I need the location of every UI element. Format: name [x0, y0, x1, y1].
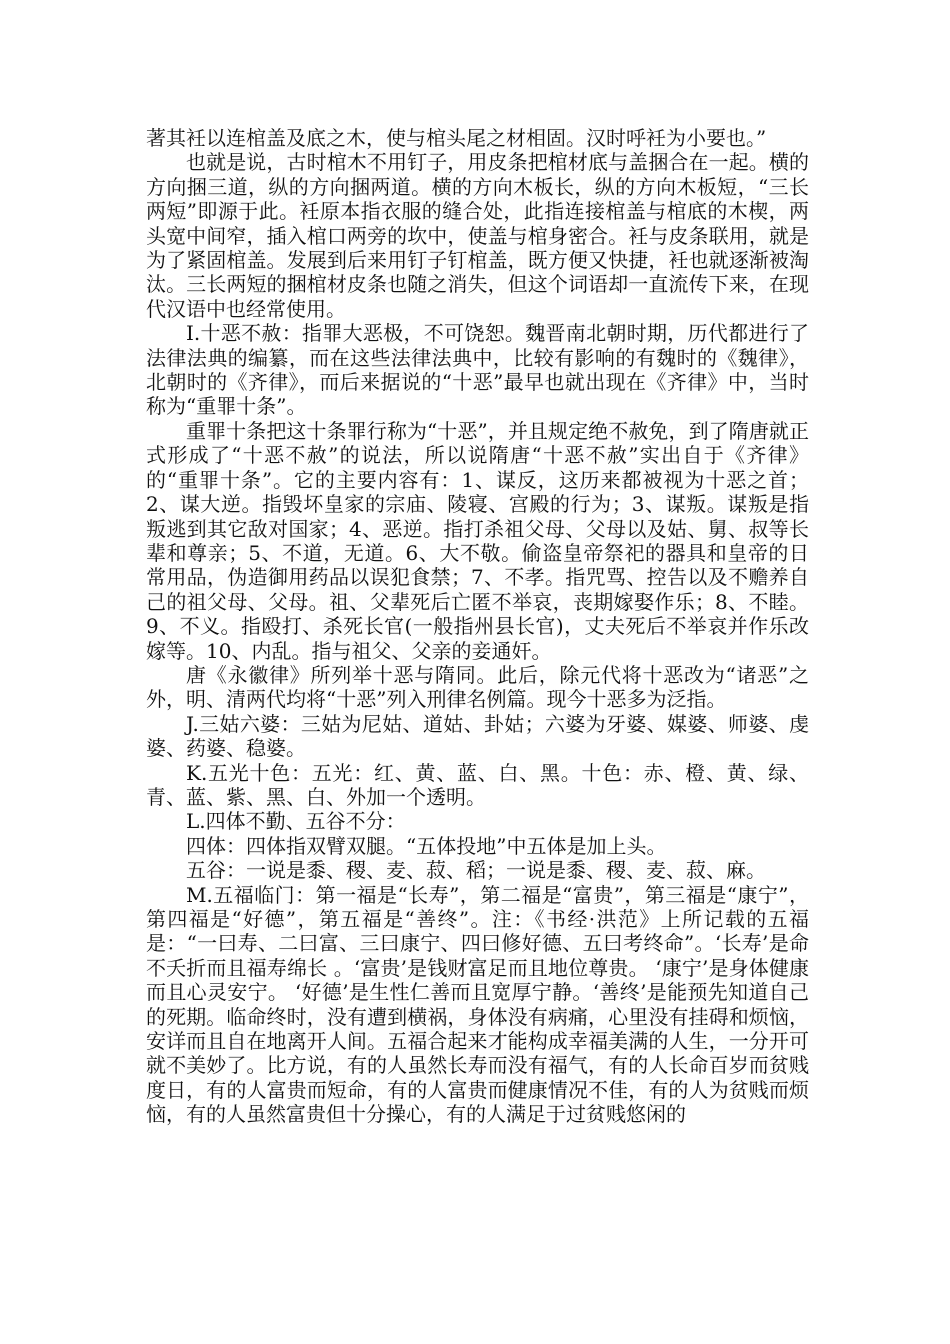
paragraph-8: L.四体不勤、五谷不分： — [186, 809, 406, 834]
paragraph-10: 五谷：一说是黍、稷、麦、菽、稻；一说是黍、稷、麦、菽、麻。 — [186, 858, 766, 883]
paragraph-4: 重罪十条把这十条罪行称为“十恶”，并且规定绝不赦免，到了隋唐就正式形成了“十恶不赦”的说法，所以说隋唐“十恶不赦”实出自于《齐律》的“重罪十条”。它的主要内容有：1、谋反，这历来都被视为十恶之首；2、谋大逆。指毁坏皇家的宗庙、陵寝、宫殿的行为；3、谋叛。谋叛是指叛逃到其它敌对国家；4、恶逆。指打杀祖父母、父母以及姑、舅、叔等长辈和尊亲；5、不道，无道。6、大不敬。偷盗皇帝祭祀的器具和皇帝的日常用品，伪造御用药品以误犯食禁；7、不孝。指咒骂、控告以及不赡养自己的祖父母、父母。祖、父辈死后亡匿不举哀，丧期嫁娶作乐；8、不睦。9、不义。指殴打、杀死长官(一般指州县长官)，丈夫死后不举哀并作乐改嫁等。10、内乱。指与祖父、父亲的妾通奸。 — [146, 418, 809, 663]
paragraph-3: I.十恶不赦：指罪大恶极，不可饶恕。魏晋南北朝时期，历代都进行了法律法典的编纂，而在这些法律法典中，比较有影响的有魏时的《魏律》，北朝时的《齐律》，而后来据说的“十恶”最早也就出现在《齐律》中，当时称为“重罪十条”。 — [146, 321, 809, 419]
paragraph-6: J.三姑六婆：三姑为尼姑、道姑、卦姑；六婆为牙婆、媒婆、师婆、虔婆、药婆、稳婆。 — [146, 711, 809, 761]
paragraph-1: 著其衽以连棺盖及底之木，使与棺头尾之材相固。汉时呼衽为小要也。” — [146, 126, 767, 150]
paragraph-7: K.五光十色：五光：红、黄、蓝、白、黑。十色：赤、橙、黄、绿、青、蓝、紫、黑、白、外加一个透明。 — [146, 760, 809, 809]
document-body — [146, 126, 809, 1127]
paragraph-2: 也就是说，古时棺木不用钉子，用皮条把棺材底与盖捆合在一起。横的方向捆三道，纵的方向捆两道。横的方向木板长，纵的方向木板短，“三长两短”即源于此。衽原本指衣服的缝合处，此指连接棺盖与棺底的木楔，两头宽中间窄，插入棺口两旁的坎中，使盖与棺身密合。衽与皮条联用，就是为了紧固棺盖。发展到后来用钉子钉棺盖，既方便又快捷，衽也就逐渐被淘汰。三长两短的捆棺材皮条也随之消失，但这个词语却一直流传下来，在现代汉语中也经常使用。 — [146, 150, 809, 321]
paragraph-11: M.五福临门：第一福是“长寿”，第二福是“富贵”，第三福是“康宁”，第四福是“好德”，第五福是“善终”。注：《书经·洪范》上所记载的五福是：“一曰寿、二曰富、三曰康宁、四曰修好德、五曰考终命”。‘长寿’是命不夭折而且福寿绵长 。‘富贵’是钱财富足而且地位尊贵。 ‘康宁’是身体健康而且心灵安宁。 ‘好德’是生性仁善而且宽厚宁静。‘善终’是能预先知道自己的死期。临命终时，没有遭到横祸，身体没有病痛，心里没有挂碍和烦恼，安详而且自在地离开人间。五福合起来才能构成幸福美满的人生，一分开可就不美妙了。比方说，有的人虽然长寿而没有福气，有的人长命百岁而贫贱度日，有的人富贵而短命，有的人富贵而健康情况不佳，有的人为贫贱而烦恼，有的人虽然富贵但十分操心，有的人满足于过贫贱悠闲的 — [146, 882, 809, 1127]
paragraph-5: 唐《永徽律》所列举十恶与隋同。此后，除元代将十恶改为“诸恶”之外，明、清两代均将“十恶”列入刑律名例篇。现今十恶多为泛指。 — [146, 662, 809, 712]
paragraph-9: 四体：四体指双臂双腿。“五体投地”中五体是加上头。 — [186, 833, 667, 858]
